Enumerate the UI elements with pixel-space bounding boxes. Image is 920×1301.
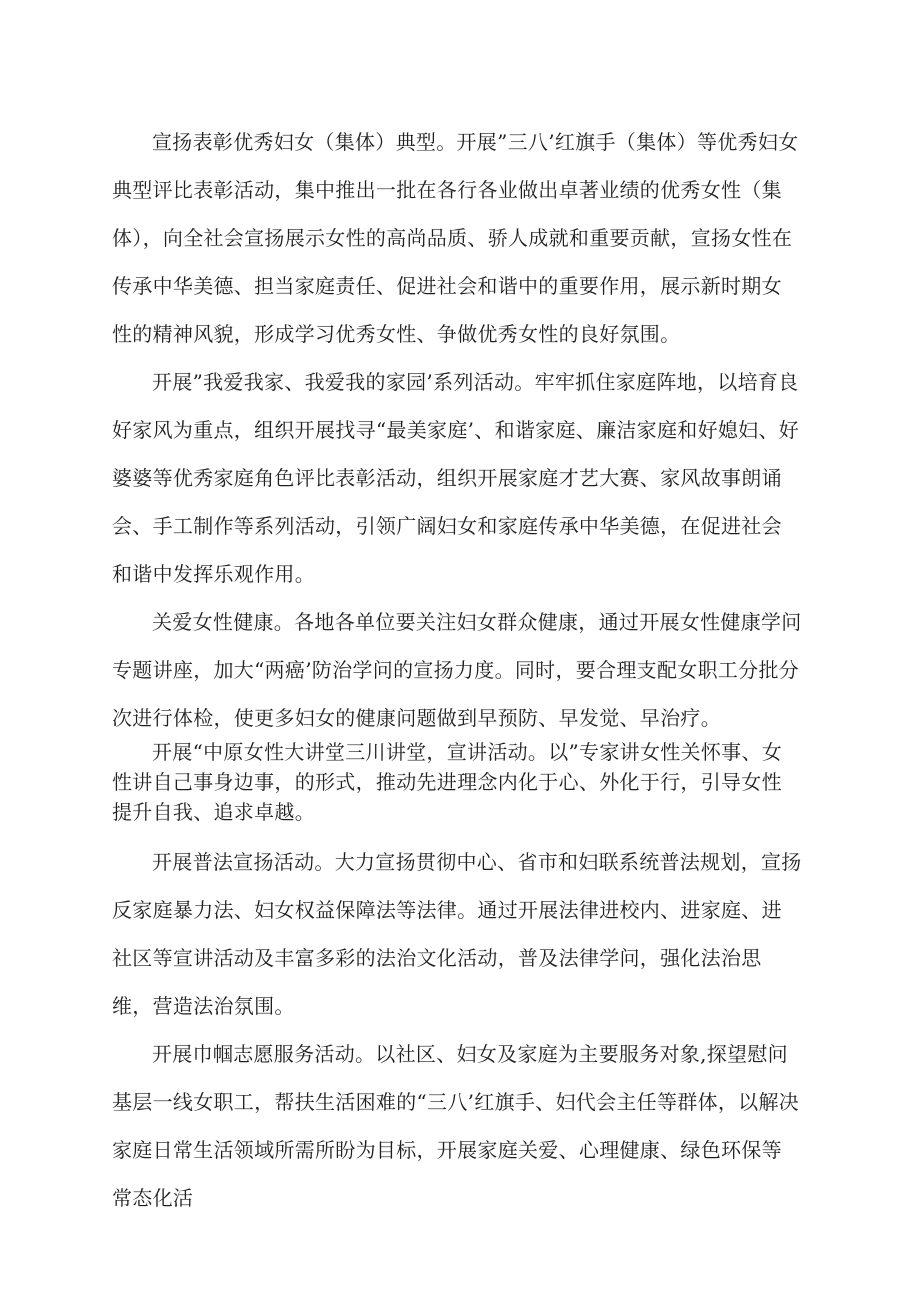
paragraph-block-1 bbox=[112, 118, 802, 358]
paragraph-5: 开展普法宣扬活动。大力宣扬贯彻中心、省市和妇联系统普法规划，宣扬反家庭暴力法、妇女权益保障法等法律。通过开展法律进校内、进家庭、进社区等宣讲活动及丰富多彩的法治文化活动，普及法律学问，强化法治思维，营造法治氛围。 bbox=[112, 850, 802, 1018]
paragraph-block-4 bbox=[112, 737, 802, 827]
paragraph-block-2 bbox=[112, 358, 802, 598]
paragraph-block-5 bbox=[112, 838, 802, 1030]
paragraph-3: 关爱女性健康。各地各单位要关注妇女群众健康，通过开展女性健康学问专题讲座，加大“两癌’防治学问的宣扬力度。同时，要合理支配女职工分批分次进行体检，使更多妇女的健康问题做到早预防、早发觉、早治疗。 bbox=[112, 610, 802, 730]
paragraph-1: 宣扬表彰优秀妇女（集体）典型。开展”三八’红旗手（集体）等优秀妇女典型评比表彰活动，集中推出一批在各行各业做出卓著业绩的优秀女性（集体），向全社会宣扬展示女性的高尚品质、骄人成就和重要贡献，宣扬女性在传承中华美德、担当家庭责任、促进社会和谐中的重要作用，展示新时期女性的精神风貌，形成学习优秀女性、争做优秀女性的良好氛围。 bbox=[112, 130, 799, 346]
paragraph-block-6 bbox=[112, 1030, 802, 1222]
paragraph-6: 开展巾帼志愿服务活动。以社区、妇女及家庭为主要服务对象,探望慰问基层一线女职工，帮扶生活困难的“三八’红旗手、妇代会主任等群体，以解决家庭日常生活领域所需所盼为目标，开展家庭关爱、心理健康、绿色环保等常态化活 bbox=[112, 1042, 800, 1210]
paragraph-2: 开展”我爱我家、我爱我的家园’系列活动。牢牢抓住家庭阵地，以培育良好家风为重点，组织开展找寻“最美家庭’、和谐家庭、廉洁家庭和好媳妇、好婆婆等优秀家庭角色评比表彰活动，组织开展家庭才艺大赛、家风故事朗诵会、手工制作等系列活动，引领广阔妇女和家庭传承中华美德，在促进社会和谐中发挥乐观作用。 bbox=[112, 370, 800, 586]
paragraph-block-3 bbox=[112, 598, 802, 742]
paragraph-4: 开展“中原女性大讲堂三川讲堂，宣讲活动。以”专家讲女性关怀事、女性讲自己事身边事，的形式，推动先进理念内化于心、外化于行，引导女性提升自我、追求卓越。 bbox=[112, 740, 783, 824]
